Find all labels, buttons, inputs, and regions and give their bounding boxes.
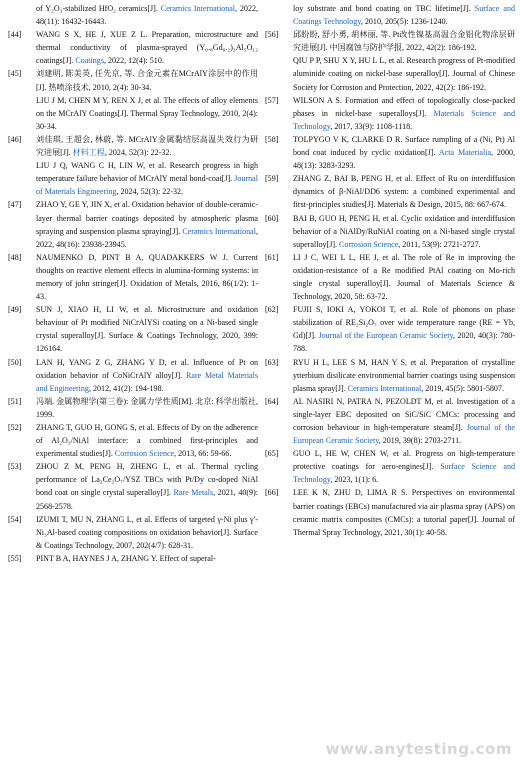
journal-link[interactable]: Surface and Coatings Technology (293, 4, 515, 27)
journal-link[interactable]: Materials Science and Technology (293, 108, 515, 131)
reference-text-segment: of Y₂O₃-stabilized HfO₂ ceramics[J]. (36, 4, 161, 13)
reference-number: [51] (8, 396, 22, 406)
watermark: www.anytesting.com (325, 740, 512, 758)
reference-text (293, 172, 515, 211)
reference-text-segment: ZHANG Z, BAI B, PENG H, et al. Effect of Ru on interdiffusion dynamics of β-NiAl/DD6 system: a combined experimental and first-principles studies[J]. Materials & Design, 2015, 88: 667-674. (293, 174, 515, 210)
reference-text-segment: LIU J Q, WANG C H, LIN W, et al. Research progress in high temperature failure behavior of MCrAlY metal bond-coat[J]. (36, 161, 258, 184)
reference-text (36, 198, 258, 250)
journal-link[interactable]: Ceramics International (160, 4, 236, 13)
reference-text-segment: BAI B, GUO H, PENG H, et al. Cyclic oxidation and interdiffusion behavior of a NiAlDy/RuNiAl coating on a Ni-based single crystal superalloy[J]. (293, 213, 515, 249)
reference-text (36, 552, 258, 565)
reference-text (293, 303, 515, 355)
reference-text-segment: , 2000, 48(13): 3283-3293. (293, 148, 515, 171)
journal-link[interactable]: Corrosion Science (339, 239, 399, 249)
reference-text (36, 159, 258, 198)
journal-link[interactable]: Ceramics International (347, 383, 422, 393)
reference-text (293, 356, 515, 395)
reference-entry (8, 552, 258, 565)
journal-link[interactable]: Rare Metal Materials and Engineering (36, 370, 258, 393)
reference-text (293, 212, 515, 251)
reference-entry (265, 251, 515, 303)
reference-text-segment: , 2017, 33(9): 1108-1118. (330, 121, 413, 131)
reference-text-segment: GUO L, HE W, CHEN W, et al. Progress on high-temperature protective coatings for aero-engines[J]. (293, 449, 515, 472)
reference-text-segment: , 2024, 52(3): 22-32. (116, 187, 184, 197)
reference-number: [53] (8, 462, 22, 472)
reference-entry (8, 198, 258, 250)
journal-link[interactable]: Ceramics International (182, 226, 256, 236)
reference-number: [47] (8, 200, 22, 210)
reference-text-segment: , 2020, 40(3): 780-788. (293, 331, 516, 354)
reference-entry (8, 303, 258, 355)
reference-text (36, 421, 258, 460)
journal-link[interactable]: Corrosion Science (114, 449, 175, 459)
reference-text (293, 395, 515, 447)
reference-number: [62] (265, 305, 279, 315)
reference-text-segment: ZHOU Z M, PENG H, ZHENG L, et al. Thermal cycling performance of La₂Ce₂O₇/YSZ TBCs with Pt/Dy co-doped NiAl bond coat on single crystal superalloy[J]. (36, 462, 258, 498)
reference-text (293, 28, 515, 54)
reference-text (36, 460, 258, 512)
reference-text (293, 133, 515, 172)
reference-text-segment: loy substrate and bond coating on TBC lifetime[J]. (293, 4, 475, 13)
journal-link[interactable]: Journal of the European Ceramic Society (293, 423, 515, 446)
reference-entry (265, 212, 515, 251)
journal-link[interactable]: Rare Metals (173, 488, 214, 498)
reference-text (36, 356, 258, 395)
reference-text-segment: PINT B A, HAYNES J A, ZHANG Y. Effect of superal- (36, 553, 216, 563)
reference-entry (265, 133, 515, 172)
journal-link[interactable]: Surface Science and Technology (293, 462, 515, 485)
reference-text-segment: ZHAO Y, GE Y, JIN X, et al. Oxidation behavior of double-ceramic-layer thermal barrier coatings deposited by atmospheric plasma spraying and suspension plasma spraying[J]. (36, 200, 258, 236)
reference-number: [56] (265, 30, 279, 40)
reference-entry (8, 513, 258, 552)
reference-entry (8, 28, 258, 67)
reference-entry (8, 395, 258, 421)
reference-entry (265, 303, 515, 355)
reference-text-segment: , 2011, 53(9): 2721-2727. (398, 239, 481, 249)
reference-text-segment: 邱盼盼, 舒小勇, 胡林丽, 等. Pt改性镍基高温合金铝化物涂层研究进展[J]. 中国腐蚀与防护学报, 2022, 42(2): 186-192. (293, 30, 515, 53)
reference-text-segment: WANG S X, HE J, XUE Z L. Preparation, microstructure and thermal conductivity of plasma-sprayed (Y₀.₈Gd₀.₂)₃Al₅O₁₂ coatings[J]. (36, 30, 258, 66)
reference-text-segment: LAN H, YANG Z G, ZHANG Y D, et al. Influence of Pt on oxidation behavior of CoNiCrAlY alloy[J]. (36, 357, 258, 380)
reference-text (36, 133, 258, 159)
reference-column-left (8, 2, 258, 565)
reference-entry (265, 172, 515, 211)
reference-number: [52] (8, 423, 22, 432)
journal-link[interactable]: Journal of Materials Engineering (36, 174, 258, 197)
reference-entry (265, 447, 515, 486)
reference-text-segment: , 2013, 66: 59-66. (174, 449, 232, 459)
reference-number: [58] (265, 134, 279, 144)
reference-entry (265, 395, 515, 447)
reference-number: [49] (8, 305, 22, 315)
reference-text-segment: , 2023, 1(1): 6. (330, 475, 379, 485)
reference-text-segment: , 2022, 48(16): 23938-23945. (36, 226, 258, 249)
reference-text-segment: SUN J, XIAO H, LI W, et al. Microstructure and oxidation behaviour of Pt modified NiCrAlYSi coating on a Ni-based single crystal superalloy[J]. Surface & Coatings Technology, 2020, 399: 126164. (36, 305, 258, 354)
reference-number: [63] (265, 357, 279, 367)
reference-entry (8, 159, 258, 198)
reference-entry (8, 133, 258, 159)
reference-text-segment: , 2019, 39(8): 2703-2711. (378, 436, 462, 446)
reference-entry (8, 2, 258, 28)
reference-text-segment: ZHANG T, GUO H, GONG S, et al. Effects of Dy on the adherence of Al₂O₃/NiAl interface: a combined first-principles and experimental studies[J]. (36, 423, 258, 459)
reference-entry (8, 421, 258, 460)
reference-text (293, 251, 515, 303)
reference-text (36, 67, 258, 93)
reference-entry (265, 28, 515, 54)
reference-entry (265, 356, 515, 395)
reference-number: [44] (8, 30, 22, 40)
reference-text-segment: , 2019, 45(5): 5801-5807. (421, 383, 504, 393)
reference-text (293, 486, 515, 538)
reference-text-segment: TOLPYGO V K, CLARKE D R. Surface rumpling of a (Ni, Pt) Al bond coat induced by cyclic oxidation[J]. (293, 134, 515, 158)
reference-text (36, 395, 258, 421)
reference-number: [61] (265, 252, 279, 262)
reference-number: [46] (8, 134, 22, 144)
reference-number: [48] (8, 252, 22, 262)
reference-text (36, 28, 258, 67)
reference-text-segment: , 2012, 41(2): 194-198. (88, 383, 164, 393)
journal-link[interactable]: Coatings (75, 56, 104, 66)
reference-text-segment: , 2010, 205(5): 1236-1240. (360, 17, 448, 27)
reference-text-segment: 刘建明, 陈美英, 任先京, 等. 合金元素在MCrAlY涂层中的作用[J]. 热喷涂技术, 2010, 2(4): 30-34. (36, 69, 258, 92)
reference-text-segment: , 2024, 52(3): 22-32. (104, 148, 172, 158)
reference-text-segment: , 2022, 48(11): 16432-16443. (36, 4, 258, 27)
reference-text-segment: FUJII S, IOKI A, YOKOI T, et al. Role of phonons on phase stabilization of RE₂Si₂O₇ over wide temperature range (RE = Yb, Gd)[J]. (293, 305, 515, 341)
reference-entry (8, 251, 258, 303)
reference-entry (8, 356, 258, 395)
reference-text (293, 94, 515, 133)
reference-text-segment: , 2021, 40(9): 2568-2578. (36, 488, 258, 511)
reference-number: [55] (8, 553, 22, 563)
reference-text (36, 513, 258, 552)
reference-text (36, 251, 258, 303)
reference-entry (265, 94, 515, 133)
reference-number: [59] (265, 174, 279, 184)
journal-link[interactable]: Acta Materialia (438, 148, 492, 158)
reference-text (293, 2, 515, 28)
reference-entry (8, 67, 258, 93)
reference-text-segment: 冯端. 金属物理学(第三卷): 金属力学性质[M]. 北京: 科学出版社, 1999. (36, 396, 258, 419)
reference-text (36, 303, 258, 355)
reference-text (293, 54, 515, 93)
reference-entry (265, 486, 515, 538)
reference-column-right (265, 2, 515, 539)
reference-text-segment: LEE K N, ZHU D, LIMA R S. Perspectives on environmental barrier coatings (EBCs) manufactured via air plasma spray (APS) on ceramic matrix composites (CMCs): a tutorial paper[J]. Journal of Thermal Spray Technology, 2021, 30(1): 40-58. (293, 488, 515, 537)
reference-text-segment: 刘佳琪, 王超会, 林蔚, 等. MCrAlY金属黏结层高温失效行为研究进展[J]. (36, 134, 258, 158)
reference-text-segment: LI J C, WEI L L, HE J, et al. The role of Re in improving the oxidation-resistance of a Re modified PtAl coating on Mo-rich single crystal superalloy[J]. Journal of Materials Science & Technology, 2020, 58: 63-72. (293, 252, 515, 302)
reference-text (293, 447, 515, 486)
reference-text-segment: LIU J M, CHEN M Y, REN X J, et al. The effects of alloy elements on the MCrAlY Coatings[J]. Thermal Spray Technology, 2010, 2(4): 30-34. (36, 95, 258, 131)
reference-entry (8, 460, 258, 512)
reference-text-segment: QIU P P, SHU X Y, HU L L, et al. Research progress of Pt-modified aluminide coating on nickel-base superalloy[J]. Journal of Chinese Society for Corrosion and Protection, 2022, 42(2): 186-192. (293, 56, 515, 92)
reference-text-segment: NAUMENKO D, PINT B A, QUADAKKERS W J. Current thoughts on reactive element effects in alumina-forming systems: in memory of john stringer[J]. Oxidation of Metals, 2016, 86(1/2): 1-43. (36, 252, 258, 302)
reference-number: [60] (265, 213, 279, 223)
reference-text-segment: IZUMI T, MU N, ZHANG L, et al. Effects of targeted γ-Ni plus γ′-Ni₃Al-based coating compositions on oxidation behavior[J]. Surface & Coatings Technology, 2007, 202(4/7): 628-31. (36, 514, 258, 550)
reference-number: [65] (265, 449, 279, 459)
journal-link[interactable]: Journal of the European Ceramic Society (318, 331, 453, 341)
reference-entry (265, 2, 515, 28)
reference-number: [54] (8, 514, 22, 524)
reference-text-segment: AL NASIRI N, PATRA N, PEZOLDT M, et al. Investigation of a single-layer EBC deposited on SiC/SiC CMCs: processing and corrosion behaviour in high-temperature steam[J]. (293, 396, 515, 432)
reference-text-segment: WILSON A S. Formation and effect of topologically close-packed phases in nickel-base superalloys[J]. (293, 95, 515, 118)
reference-text (36, 94, 258, 133)
reference-number: [66] (265, 488, 279, 498)
journal-link[interactable]: 材料工程 (72, 148, 105, 158)
reference-text-segment: RYU H L, LEE S M, HAN Y S, et al. Preparation of crystalline ytterbium disilicate environmental barrier coatings using suspension plasma spray[J]. (293, 357, 515, 393)
reference-number: [50] (8, 357, 22, 367)
reference-number: [57] (265, 95, 279, 105)
reference-text (36, 2, 258, 28)
reference-entry (8, 94, 258, 133)
reference-entry (265, 54, 515, 93)
reference-text-segment: , 2022, 12(4): 510. (103, 56, 164, 66)
reference-number: [45] (8, 69, 22, 79)
reference-number: [64] (265, 396, 279, 406)
